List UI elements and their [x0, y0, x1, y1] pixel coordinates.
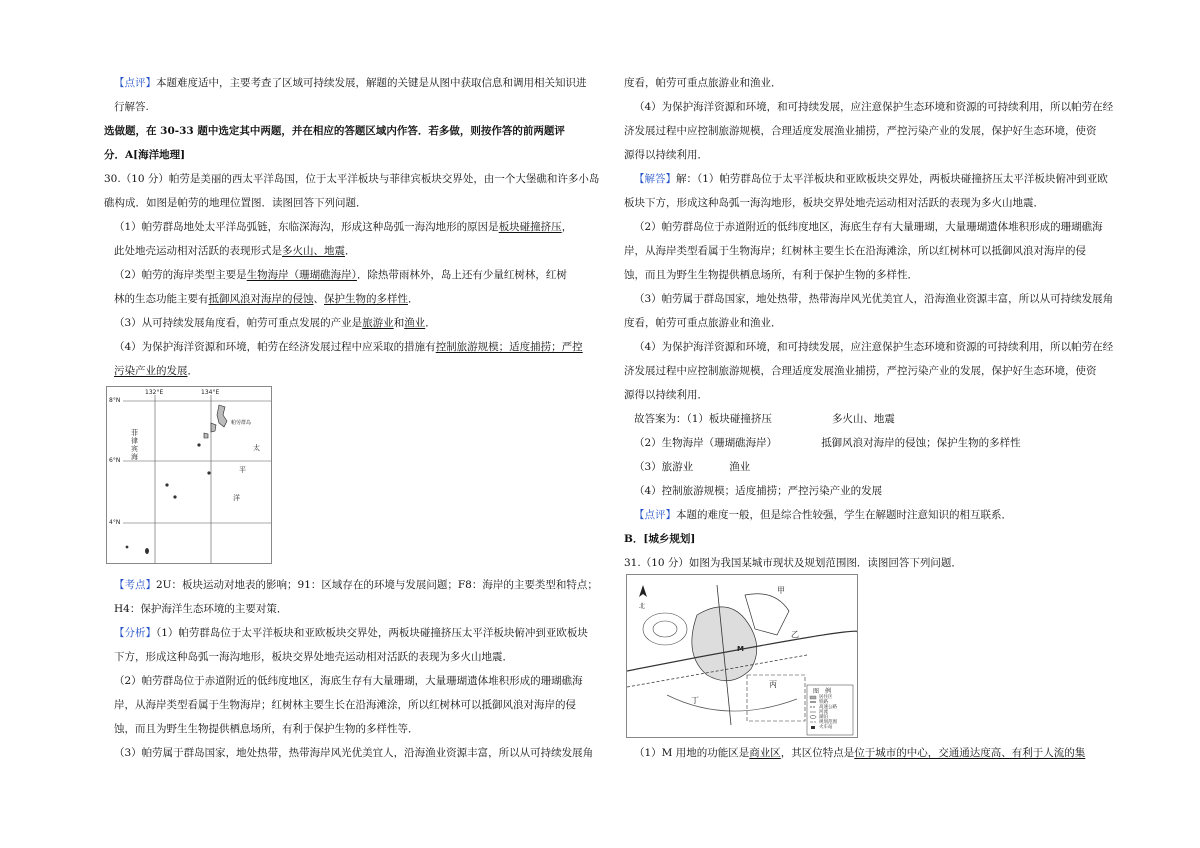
pacific-label-3: 洋 — [233, 494, 240, 502]
answer-blank: 保护生物的多样性 — [324, 293, 408, 305]
legend-item: 湖泊 — [819, 715, 828, 720]
answer-blank: 控制旅游规模；适度捕捞；严控 — [435, 341, 583, 353]
q30-part2b: 林的生态功能主要有抵御风浪对海岸的侵蚀、保护生物的多样性． — [114, 293, 419, 305]
fenxi-line3: （2）帕劳群岛位于赤道附近的低纬度地区，海底生存有大量珊瑚，大量珊瑚遗体堆积形成的珊瑚礁海 — [114, 675, 583, 687]
q30-part3: （3）从可持续发展角度看，帕劳可重点发展的产业是旅游业和渔业． — [114, 317, 436, 329]
jieda-line6: （3）帕劳属于群岛国家，地处热带，热带海岸风光优美宜人，沿海渔业资源丰富，所以从可持续发展角 — [634, 293, 1114, 305]
q30-part4: （4）为保护海洋资源和环境，帕劳在经济发展过程中应采取的措施有控制旅游规模；适度捕捞；严控 — [114, 341, 583, 353]
palau-map-figure — [106, 386, 272, 564]
label-bing: 丙 — [769, 680, 777, 689]
dianping-1-line1: 【点评】本题难度适中，主要考查了区域可持续发展，解题的关键是从图中获取信息和调用相关知识进 — [114, 77, 587, 89]
fenxi-line4: 岸，从海岸类型看属于生物海岸；红树林主要生长在沿海滩涂，所以红树林可以抵御风浪对海岸的侵 — [114, 699, 576, 711]
north-arrow-label: 北 — [639, 603, 646, 610]
legend-item: 河流 — [819, 710, 828, 715]
legend-item: 铁路 — [819, 700, 828, 705]
lon-label-134: 134°E — [201, 389, 220, 396]
q30-part1b: 此处地壳运动相对活跃的表现形式是多火山、地震． — [114, 245, 356, 257]
jieda-line9: 济发展过程中应控制旅游规模，合理适度发展渔业捕捞，严控污染产业的发展，保护好生态环境，使资 — [624, 365, 1097, 377]
answer-blank: 多火山、地震 — [282, 245, 345, 257]
fenxi-line2: 下方，形成这种岛弧一海沟地形，板块交界处地壳运动相对活跃的表现为多火山地震． — [114, 651, 513, 663]
city-planning-map-figure — [626, 574, 858, 738]
lon-label-132: 132°E — [145, 389, 164, 396]
dianping-tag: 【点评】 — [634, 509, 676, 521]
q30-part4b: 污染产业的发展． — [114, 365, 198, 377]
pacific-label-1: 太 — [253, 444, 260, 452]
philippine-sea-label: 菲律宾海 — [131, 429, 138, 461]
q31-part1: （1）M 用地的功能区是商业区，其区位特点是位于城市的中心，交通通达度高、有利于人流的集 — [634, 747, 1086, 759]
lat-label-8n: 8°N — [109, 397, 121, 404]
q30-part1: （1）帕劳群岛地处太平洋岛弧链，东临深海沟，形成这种岛弧一海沟地形的原因是板块碰撞挤压， — [114, 221, 573, 233]
legend-item: 居住区 — [819, 695, 833, 700]
jieda-line7: 度看，帕劳可重点旅游业和渔业． — [624, 317, 782, 329]
q31-stem: 31.（10 分）如图为我国某城市现状及规划范围图．读图回答下列问题． — [624, 557, 962, 569]
answer-blank: 生物海岸（珊瑚礁海岸） — [246, 269, 357, 281]
answer-blank: 板块碰撞挤压 — [498, 221, 562, 233]
dianping-1-line2: 行解答. — [114, 101, 149, 113]
q30-stem-line1: 30.（10 分）帕劳是美丽的西太平洋岛国，位于太平洋板块与菲律宾板块交界处，由一个大堡礁和许多小岛 — [104, 173, 600, 185]
answer-blank: 污染产业的发展 — [114, 365, 188, 377]
answers-line4: （4）控制旅游规模；适度捕捞；严控污染产业的发展 — [634, 485, 883, 497]
xuankao-line2: 分．A[海洋地理] — [104, 149, 186, 161]
answers-line2: （2）生物海岸（珊瑚礁海岸） 抵御风浪对海岸的侵蚀；保护生物的多样性 — [634, 437, 1021, 449]
section-b-title: B．[城乡规划] — [624, 533, 696, 545]
dianping-2: 【点评】本题的难度一般，但是综合性较强，学生在解题时注意知识的相互联系． — [634, 509, 1012, 521]
answer-blank: 抵御风浪对海岸的侵蚀 — [208, 293, 314, 305]
xuankao-line1: 选做题，在 30-33 题中选定其中两题，并在相应的答题区域内作答．若多做，则按作答的前两题评 — [104, 125, 565, 137]
fenxi-tag: 【分析】 — [114, 627, 156, 639]
lat-label-4n: 4°N — [109, 519, 121, 526]
jieda-line3: （2）帕劳群岛位于赤道附近的低纬度地区，海底生存有大量珊瑚，大量珊瑚遗体堆积形成的珊瑚礁海 — [634, 221, 1103, 233]
jieda-tag: 【解答】 — [634, 173, 676, 185]
q30-part2: （2）帕劳的海岸类型主要是生物海岸（珊瑚礁海岸）．除热带雨林外，岛上还有少量红树林，红树 — [114, 269, 567, 281]
label-yi: 乙 — [791, 630, 799, 639]
jieda-line10: 源得以持续利用． — [624, 389, 708, 401]
fenxi-cont-line2: （4）为保护海洋资源和环境，和可持续发展，应注意保护生态环境和资源的可持续利用，所以帕劳在经 — [634, 101, 1114, 113]
palau-map-graphic — [107, 387, 271, 563]
fenxi-cont-line4: 源得以持续利用． — [624, 149, 708, 161]
jieda-line4: 岸，从海岸类型看属于生物海岸；红树林主要生长在沿海滩涂，所以红树林可以抵御风浪对海岸的侵 — [624, 245, 1086, 257]
answer-blank: 渔业 — [404, 317, 426, 329]
answer-blank: 商业区 — [749, 747, 781, 759]
label-ding: 丁 — [691, 696, 699, 705]
fenxi-line5: 蚀，而且为野生生物提供栖息场所，有利于保护生物的多样性等． — [114, 723, 419, 735]
legend-title: 图 例 — [813, 688, 832, 695]
label-jia: 甲 — [777, 586, 785, 595]
answers-line1: 故答案为：（1）板块碰撞挤压 多火山、地震 — [634, 413, 895, 425]
jieda-line2: 板块下方，形成这种岛弧一海沟地形，板块交界处地壳运动相对活跃的表现为多火山地震． — [624, 197, 1044, 209]
label-m: M — [737, 645, 744, 653]
kaodian-line2: H4：保护海洋生态环境的主要对策． — [114, 603, 288, 615]
fenxi-line6: （3）帕劳属于群岛国家，地处热带，热带海岸风光优美宜人，沿海渔业资源丰富，所以从可持续发展角 — [114, 747, 594, 759]
legend-item: 高速公路 — [819, 705, 837, 710]
answers-line3: （3）旅游业 渔业 — [634, 461, 751, 473]
fenxi-line1: 【分析】（1）帕劳群岛位于太平洋板块和亚欧板块交界处，两板块碰撞挤压太平洋板块俯冲到亚欧板块 — [114, 627, 588, 639]
jieda-line5: 蚀，而且为野生生物提供栖息场所，有利于保护生物的多样性． — [624, 269, 918, 281]
jieda-line8: （4）为保护海洋资源和环境，和可持续发展，应注意保护生态环境和资源的可持续利用，所以帕劳在经 — [634, 341, 1114, 353]
fenxi-cont-line1: 度看，帕劳可重点旅游业和渔业． — [624, 77, 782, 89]
kaodian-line1: 【考点】2U：板块运动对地表的影响；91：区域存在的环境与发展问题；F8：海岸的主要类型和特点； — [114, 579, 598, 591]
fenxi-cont-line3: 济发展过程中应控制旅游规模，合理适度发展渔业捕捞，严控污染产业的发展，保护好生态环境，使资 — [624, 125, 1097, 137]
jieda-line1: 【解答】解：（1）帕劳群岛位于太平洋板块和亚欧板块交界处，两板块碰撞挤压太平洋板块俯冲到亚欧 — [634, 173, 1108, 185]
palau-islands-label: 帕劳群岛 — [231, 420, 252, 426]
answer-blank: 位于城市的中心，交通通达度高、有利于人流的集 — [854, 747, 1086, 759]
lat-label-6n: 6°N — [109, 457, 121, 464]
answer-blank: 旅游业 — [362, 317, 394, 329]
legend-item: 规划范围 — [819, 720, 837, 725]
kaodian-tag: 【考点】 — [114, 579, 156, 591]
pacific-label-2: 平 — [239, 466, 246, 474]
dianping-tag: 【点评】 — [114, 77, 156, 89]
legend-item: 火车站 — [819, 725, 833, 730]
q30-stem-line2: 礁构成．如图是帕劳的地理位置图．读图回答下列问题． — [104, 197, 367, 209]
